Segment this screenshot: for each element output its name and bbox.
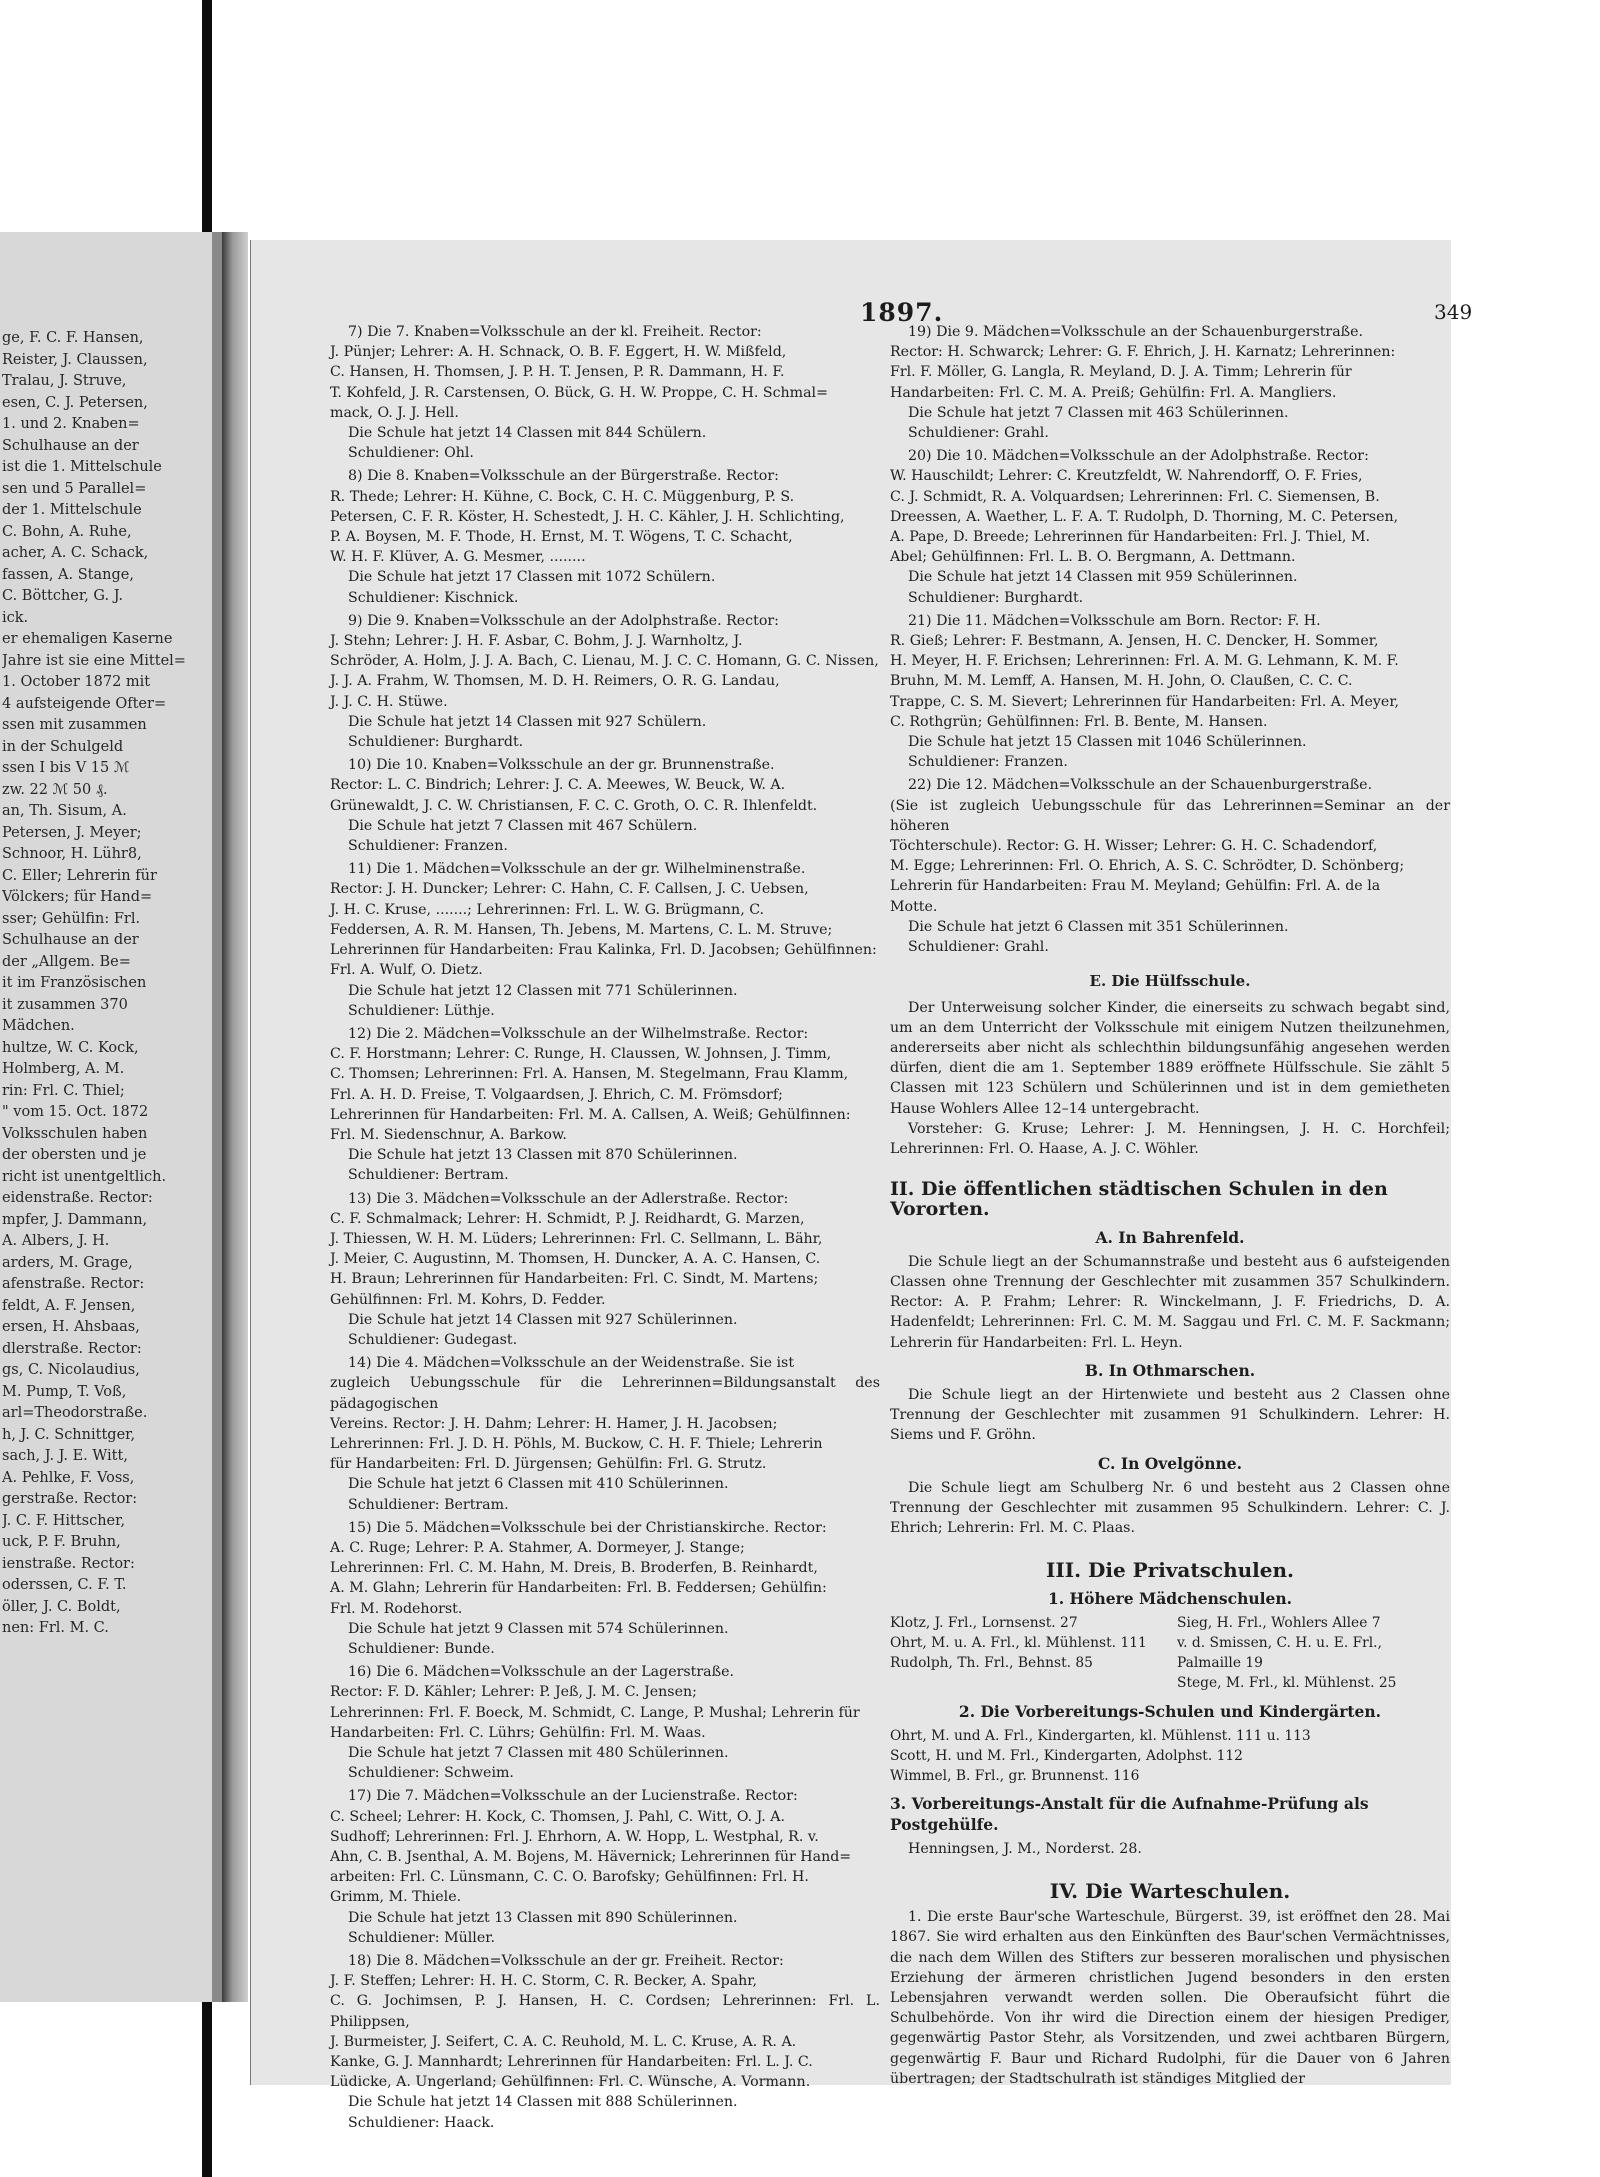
left-page-line: M. Pump, T. Voß, — [2, 1383, 127, 1400]
left-page-line: A. Albers, J. H. — [2, 1233, 110, 1249]
left-page-line: ssen I bis V 15 ℳ — [2, 760, 130, 776]
school-entry-title: 13) Die 3. Mädchen=Volksschule an der Adlerstraße. Rector: — [348, 1190, 789, 1207]
page-year: 1897. — [860, 298, 944, 327]
left-page-line: C. Bohn, A. Ruhe, — [2, 523, 132, 540]
left-page-line: oderssen, C. F. T. — [2, 1577, 127, 1593]
school-entry-line: J. J. C. H. Stüwe. — [330, 693, 448, 710]
section-iii-sub2-heading: 2. Die Vorbereitungs-Schulen und Kindergärten. — [958, 1701, 1382, 1721]
school-entry-line: J. Thiessen, W. H. M. Lüders; Lehrerinnen: Frl. C. Sellmann, L. Bähr, — [330, 1230, 823, 1247]
section-ii-c-heading: C. In Ovelgönne. — [1097, 1453, 1242, 1473]
section-iii-sub1-heading: 1. Höhere Mädchenschulen. — [1047, 1588, 1293, 1608]
left-page-line: it zusammen 370 — [2, 996, 128, 1013]
left-page-line: 1. October 1872 mit — [2, 674, 151, 690]
section-ii-b-heading: B. In Othmarschen. — [1084, 1360, 1256, 1380]
left-page-line: zw. 22 ℳ 50 ₰. — [2, 781, 108, 798]
school-entry-line: Schuldiener: Bertram. — [348, 1167, 509, 1184]
school-entry — [330, 1662, 880, 1783]
left-page-line: feldt, A. F. Jensen, — [2, 1297, 136, 1314]
school-entry-title: 14) Die 4. Mädchen=Volksschule an der Weidenstraße. Sie ist — [348, 1355, 795, 1372]
section-iii-sub3-entry: Henningsen, J. M., Norderst. 28. — [908, 1840, 1142, 1857]
left-page-line: ist die 1. Mittelschule — [2, 459, 162, 475]
right-text-column — [890, 322, 1450, 2089]
private-school-entry: v. d. Smissen, C. H. u. E. Frl., Palmaille 19 — [1177, 1634, 1382, 1672]
school-entry-line: Rector: L. C. Bindrich; Lehrer: J. C. A. Meewes, W. Beuck, W. A. — [330, 777, 786, 794]
left-page-line: C. Böttcher, G. J. — [2, 588, 124, 604]
school-entry-line: Frl. A. Wulf, O. Dietz. — [330, 962, 483, 979]
school-entry-title: 7) Die 7. Knaben=Volksschule an der kl. Freiheit. Rector: — [348, 324, 762, 340]
section-iii-sub3-heading: 3. Vorbereitungs-Anstalt für die Aufnahme-Prüfung als Postgehülfe. — [890, 1794, 1369, 1834]
left-page-line: Petersen, J. Meyer; — [2, 824, 142, 841]
school-entry-line: Schuldiener: Haack. — [348, 2114, 495, 2131]
section-ii-a-text: Die Schule liegt an der Schumannstraße und besteht aus 6 aufsteigenden Classen ohne Trennung der Geschlechter mit zusammen 357 Schulkindern. Rector: A. P. Frahm; Lehrer: R. Winckelmann, J. F. Friedrichs, D. A. Hadenfeldt; Lehrerinnen: Frl. C. M. M. Saggau und Frl. C. M. F. Sackmann; Lehrerin für Handarbeiten: Frl. L. Heyn. — [890, 1253, 1450, 1351]
left-page-line: 4 aufsteigende Ofter= — [2, 695, 167, 712]
section-e-text: Der Unterweisung solcher Kinder, die einerseits zu schwach begabt sind, um an dem Unterricht der Volksschule mit einigem Nutzen theilzunehmen, andererseits aber nicht als schlechthin bildungsunfähig angesehen werden dürfen, dient die am 1. September 1889 eröffnete Hülfsschule. Sie zählt 5 Classen mit 123 Schülern und Schülerinnen und ist in dem gemietheten Hause Wohlers Allee 12–14 untergebracht. — [890, 999, 1450, 1117]
school-entry-line: Die Schule hat jetzt 6 Classen mit 410 Schülerinnen. — [348, 1476, 729, 1493]
left-page-line: sach, J. J. E. Witt, — [2, 1448, 128, 1464]
school-entry-title: 11) Die 1. Mädchen=Volksschule an der gr. Wilhelminenstraße. — [348, 861, 806, 878]
school-entry-line: Schuldiener: Bunde. — [348, 1641, 495, 1657]
school-entry-line: Die Schule hat jetzt 14 Classen mit 888 Schülerinnen. — [348, 2094, 738, 2111]
left-page-line: der obersten und je — [2, 1147, 147, 1163]
school-entry-line: Die Schule hat jetzt 6 Classen mit 351 Schülerinnen. — [908, 918, 1289, 935]
school-entry-line: Bruhn, M. M. Lemff, A. Hansen, M. H. John, O. Claußen, C. C. C. — [890, 673, 1353, 690]
school-entry-title: 16) Die 6. Mädchen=Volksschule an der Lagerstraße. — [348, 1664, 734, 1681]
school-entry-line: C. Scheel; Lehrer: H. Kock, C. Thomsen, J. Pahl, C. Witt, O. J. A. — [330, 1808, 786, 1825]
school-entry-line: H. Braun; Lehrerinnen für Handarbeiten: Frl. C. Sindt, M. Martens; — [330, 1271, 819, 1288]
section-ii-a-heading: A. In Bahrenfeld. — [1095, 1227, 1245, 1247]
left-page — [0, 232, 222, 2002]
school-entry-line: Schuldiener: Lüthje. — [348, 1002, 495, 1019]
school-entry-line: H. Meyer, H. F. Erichsen; Lehrerinnen: Frl. A. M. G. Lehmann, K. M. F. — [890, 653, 1399, 670]
school-entry-line: mack, O. J. J. Hell. — [330, 404, 459, 421]
left-page-line: Völckers; für Hand= — [2, 889, 153, 905]
section-iv-text: 1. Die erste Baur'sche Warteschule, Bürgerst. 39, ist eröffnet den 28. Mai 1867. Sie wird erhalten aus den Einkünften des Baur'schen Vermächtnisses, die nach dem Willen des Stifters zur besseren moralischen und physischen Erziehung der ärmeren christlichen Jugend besonders in den ersten Lebensjahren verwandt werden sollen. Die Oberaufsicht führt die Schulbehörde. Von ihr wird die Direction einem der hiesigen Prediger, gegenwärtig Pastor Stehr, als Vorsitzenden, und zwei achtbaren Bürgern, gegenwärtig F. Baur und Richard Rudolphi, für die Dauer von 6 Jahren übertragen; der Stadtschulrath ist ständiges Mitglied der — [890, 1909, 1450, 2087]
school-entry-line: Die Schule hat jetzt 12 Classen mit 771 Schülerinnen. — [348, 982, 738, 999]
section-iv-heading: IV. Die Warteschulen. — [1049, 1879, 1291, 1904]
left-page-line: dlerstraße. Rector: — [2, 1340, 142, 1357]
school-entry-line: Schuldiener: Schweim. — [348, 1765, 514, 1782]
left-page-line: öller, J. C. Boldt, — [2, 1598, 121, 1615]
school-entry-line: Lehrerinnen: Frl. C. M. Hahn, M. Dreis, B. Broderfen, B. Reinhardt, — [330, 1560, 818, 1577]
left-page-line: Holmberg, A. M. — [2, 1061, 125, 1077]
left-text-column — [330, 322, 880, 2136]
school-entry-line: Abel; Gehülfinnen: Frl. L. B. O. Bergmann, A. Dettmann. — [890, 549, 1296, 566]
school-entry-line: J. Stehn; Lehrer: J. H. F. Asbar, C. Bohm, J. J. Warnholtz, J. — [330, 633, 743, 650]
school-entry-line: Die Schule hat jetzt 7 Classen mit 467 Schülern. — [348, 817, 698, 834]
school-entry-line: C. F. Schmalmack; Lehrer: H. Schmidt, P. J. Reidhardt, G. Marzen, — [330, 1210, 805, 1227]
left-page-line: mpfer, J. Dammann, — [2, 1211, 148, 1228]
school-entry-line: Kanke, G. J. Mannhardt; Lehrerinnen für Handarbeiten: Frl. L. J. C. — [330, 2054, 813, 2071]
school-entry-line: C. F. Horstmann; Lehrer: C. Runge, H. Claussen, W. Johnsen, J. Timm, — [330, 1046, 832, 1063]
left-page-line: er ehemaligen Kaserne — [2, 631, 173, 647]
school-entry-line: Lehrerinnen für Handarbeiten: Frl. M. A. Callsen, A. Weiß; Gehülfinnen: — [330, 1106, 851, 1123]
school-entry-line: Töchterschule). Rector: G. H. Wisser; Lehrer: G. H. C. Schadendorf, — [890, 838, 1378, 855]
school-entry-line: A. M. Glahn; Lehrerin für Handarbeiten: Frl. B. Feddersen; Gehülfin: — [330, 1580, 827, 1597]
section-ii-heading: II. Die öffentlichen städtischen Schulen in den Vororten. — [890, 1178, 1388, 1221]
school-entry-line: Schuldiener: Gudegast. — [348, 1331, 518, 1348]
school-entry-line: Handarbeiten: Frl. C. M. A. Preiß; Gehülfin: Frl. A. Mangliers. — [890, 384, 1337, 401]
school-entry-line: C. Rothgrün; Gehülfinnen: Frl. B. Bente, M. Hansen. — [890, 713, 1268, 730]
left-page-line: arl=Theodorstraße. — [2, 1405, 148, 1421]
school-entry-line: Schuldiener: Bertram. — [348, 1496, 509, 1513]
school-entry-line: T. Kohfeld, J. R. Carstensen, O. Bück, G. H. W. Proppe, C. H. Schmal= — [330, 384, 828, 401]
school-entry-line: Grünewaldt, J. C. W. Christiansen, F. C. C. Groth, O. C. R. Ihlenfeldt. — [330, 797, 818, 814]
school-entry — [890, 322, 1450, 443]
school-entry-title: 15) Die 5. Mädchen=Volksschule bei der Christianskirche. Rector: — [348, 1519, 827, 1536]
left-page-line: fassen, A. Stange, — [2, 566, 134, 583]
school-entry-line: Die Schule hat jetzt 13 Classen mit 870 Schülerinnen. — [348, 1147, 738, 1164]
school-entry — [330, 1189, 880, 1351]
left-page-line: hultze, W. C. Kock, — [2, 1039, 139, 1056]
school-entry-line: Die Schule hat jetzt 13 Classen mit 890 Schülerinnen. — [348, 1909, 738, 1926]
school-entry — [330, 466, 880, 607]
school-entry-title: 20) Die 10. Mädchen=Volksschule an der Adolphstraße. Rector: — [908, 448, 1369, 465]
left-page-line: in der Schulgeld — [2, 738, 124, 755]
left-page-line: eidenstraße. Rector: — [2, 1190, 153, 1206]
private-school-entry: Rudolph, Th. Frl., Behnst. 85 — [890, 1655, 1093, 1672]
school-entry-line: Feddersen, A. R. M. Hansen, Th. Jebens, M. Martens, C. L. M. Struve; — [330, 921, 833, 938]
right-school-entries — [890, 322, 1450, 957]
school-entry — [330, 1518, 880, 1659]
left-page-line: richt ist unentgeltlich. — [2, 1168, 167, 1185]
left-page-line: A. Pehlke, F. Voss, — [2, 1469, 135, 1486]
school-entry-line: Schuldiener: Grahl. — [908, 425, 1049, 442]
left-page-text-fragments — [2, 328, 202, 1640]
school-entry-line: Petersen, C. F. R. Köster, H. Schestedt, J. H. C. Kähler, J. H. Schlichting, — [330, 508, 845, 525]
school-entry-line: Frl. M. Rodehorst. — [330, 1600, 463, 1617]
school-entry-title: 10) Die 10. Knaben=Volksschule an der gr. Brunnenstraße. — [348, 757, 775, 774]
school-entry-line: Die Schule hat jetzt 14 Classen mit 959 Schülerinnen. — [908, 569, 1298, 586]
school-entry-title: 18) Die 8. Mädchen=Volksschule an der gr. Freiheit. Rector: — [348, 1953, 784, 1970]
school-entry-line: W. Hauschildt; Lehrer: C. Kreutzfeldt, W. Nahrendorff, O. F. Fries, — [890, 468, 1363, 485]
school-entry-line: Rector: F. D. Kähler; Lehrer: P. Jeß, J. M. C. Jensen; — [330, 1684, 697, 1701]
school-entry-line: J. Meier, C. Augustinn, M. Thomsen, H. Duncker, A. A. C. Hansen, C. — [330, 1251, 821, 1268]
section-e-heading: E. Die Hülfsschule. — [1089, 972, 1251, 991]
school-entry-title: 9) Die 9. Knaben=Volksschule an der Adolphstraße. Rector: — [348, 612, 779, 629]
school-entry-line: zugleich Uebungsschule für die Lehrerinnen=Bildungsanstalt des pädagogischen — [330, 1375, 880, 1412]
school-entry — [890, 775, 1450, 957]
section-e-staff: Vorsteher: G. Kruse; Lehrer: J. M. Henningsen, J. H. C. Horchfeil; Lehrerinnen: Frl. O. Haase, A. J. C. Wöhler. — [890, 1120, 1450, 1157]
school-entry-line: C. J. Schmidt, R. A. Volquardsen; Lehrerinnen: Frl. C. Siemensen, B. — [890, 488, 1380, 505]
left-page-line: gerstraße. Rector: — [2, 1491, 138, 1507]
private-schools-list — [890, 1613, 1450, 1694]
school-entry-line: J. F. Steffen; Lehrer: H. H. C. Storm, C. R. Becker, A. Spahr, — [330, 1973, 758, 1990]
kindergarten-entry: Scott, H. und M. Frl., Kindergarten, Adolphst. 112 — [890, 1748, 1243, 1764]
left-page-line: ersen, H. Ahsbaas, — [2, 1319, 140, 1335]
school-entry-line: R. Gieß; Lehrer: F. Bestmann, A. Jensen, H. C. Dencker, H. Sommer, — [890, 633, 1379, 650]
private-school-entry: Klotz, J. Frl., Lornsenst. 27 — [890, 1614, 1078, 1631]
left-page-line: " vom 15. Oct. 1872 — [2, 1104, 149, 1120]
school-entry-line: R. Thede; Lehrer: H. Kühne, C. Bock, C. H. C. Müggenburg, P. S. — [330, 488, 795, 505]
school-entry-line: A. Pape, D. Breede; Lehrerinnen für Handarbeiten: Frl. J. Thiel, M. — [890, 529, 1370, 546]
left-page-line: ienstraße. Rector: — [2, 1555, 135, 1572]
school-entry-line: Sudhoff; Lehrerinnen: Frl. J. Ehrhorn, A. W. Hopp, L. Westphal, R. v. — [330, 1828, 819, 1845]
left-page-line: acher, A. C. Schack, — [2, 545, 149, 561]
school-entry-line: Lehrerinnen: Frl. F. Boeck, M. Schmidt, C. Lange, P. Mushal; Lehrerin für — [330, 1704, 860, 1721]
left-page-line: Volksschulen haben — [2, 1125, 148, 1142]
left-page-line: Schnoor, H. Lühr8, — [2, 846, 142, 862]
left-page-line: 1. und 2. Knaben= — [2, 416, 140, 432]
private-school-entry: Sieg, H. Frl., Wohlers Allee 7 — [1177, 1614, 1381, 1631]
school-entry-line: Lehrerinnen für Handarbeiten: Frau Kalinka, Frl. D. Jacobsen; Gehülfinnen: — [330, 942, 877, 959]
left-page-line: esen, C. J. Petersen, — [2, 394, 148, 411]
school-entry-line: Die Schule hat jetzt 7 Classen mit 480 Schülerinnen. — [348, 1745, 729, 1762]
school-entry — [330, 1786, 880, 1948]
left-page-line: arders, M. Grage, — [2, 1254, 133, 1271]
school-entry-line: Dreessen, A. Waether, L. F. A. T. Rudolph, D. Thorning, M. C. Petersen, — [890, 508, 1399, 525]
school-entry-line: Frl. A. H. D. Freise, T. Volgaardsen, J. Ehrich, C. M. Frömsdorf; — [330, 1086, 783, 1103]
left-page-line: sen und 5 Parallel= — [2, 480, 147, 497]
left-page-line: Tralau, J. Struve, — [2, 373, 127, 389]
school-entry-line: J. J. A. Frahm, W. Thomsen, M. D. H. Reimers, O. R. G. Landau, — [330, 673, 780, 690]
private-schools-right — [1177, 1613, 1450, 1694]
school-entry-line: Frl. F. Möller, G. Langla, R. Meyland, D. J. A. Timm; Lehrerin für — [890, 364, 1352, 381]
school-entry-line: J. H. C. Kruse, .......; Lehrerinnen: Frl. L. W. G. Brügmann, C. — [330, 901, 765, 918]
section-ii-c-text: Die Schule liegt am Schulberg Nr. 6 und besteht aus 2 Classen ohne Trennung der Geschlechter mit zusammen 95 Schulkindern. Lehrer: C. J. Ehrich; Lehrerin: Frl. M. C. Plaas. — [890, 1479, 1450, 1537]
school-entry-line: J. Pünjer; Lehrer: A. H. Schnack, O. B. F. Eggert, H. W. Mißfeld, — [330, 344, 787, 361]
kindergarten-entry: Ohrt, M. und A. Frl., Kindergarten, kl. Mühlenst. 111 u. 113 — [890, 1727, 1311, 1744]
school-entry-title: 22) Die 12. Mädchen=Volksschule an der Schauenburgerstraße. — [908, 777, 1373, 794]
school-entry-line: Die Schule hat jetzt 14 Classen mit 927 Schülern. — [348, 713, 707, 730]
school-entry-title: 17) Die 7. Mädchen=Volksschule an der Lucienstraße. Rector: — [348, 1788, 798, 1805]
left-page-line: rin: Frl. C. Thiel; — [2, 1082, 125, 1099]
kindergarten-list — [890, 1726, 1450, 1787]
school-entry-line: C. G. Jochimsen, P. J. Hansen, H. C. Cordsen; Lehrerinnen: Frl. L. Philippsen, — [330, 1993, 880, 2030]
kindergarten-entry: Wimmel, B. Frl., gr. Brunnenst. 116 — [890, 1768, 1140, 1785]
school-entry-line: Schröder, A. Holm, J. J. A. Bach, C. Lienau, M. J. C. C. Homann, G. C. Nissen, — [330, 653, 879, 670]
school-entry-line: Schuldiener: Kischnick. — [348, 589, 519, 606]
section-ii-b-text: Die Schule liegt an der Hirtenwiete und besteht aus 2 Classen ohne Trennung der Geschlechter mit zusammen 91 Schulkindern. Lehrer: H. Siems und F. Gröhn. — [890, 1386, 1450, 1444]
school-entry-line: Die Schule hat jetzt 7 Classen mit 463 Schülerinnen. — [908, 404, 1289, 421]
school-entry-line: (Sie ist zugleich Uebungsschule für das Lehrerinnen=Seminar an der höheren — [890, 797, 1450, 834]
school-entry-line: Vereins. Rector: J. H. Dahm; Lehrer: H. Hamer, J. H. Jacobsen; — [330, 1415, 778, 1432]
school-entry-line: Die Schule hat jetzt 14 Classen mit 844 Schülern. — [348, 425, 707, 442]
school-entry-line: Lüdicke, A. Ungerland; Gehülfinnen: Frl. C. Wünsche, A. Vormann. — [330, 2074, 811, 2091]
left-page-line: Schulhause an der — [2, 932, 139, 948]
left-page-edge — [212, 232, 222, 2002]
section-iii-heading: III. Die Privatschulen. — [1046, 1558, 1294, 1583]
school-entry-line: J. Burmeister, J. Seifert, C. A. C. Reuhold, M. L. C. Kruse, A. R. A. — [330, 2033, 797, 2050]
school-entry-line: Schuldiener: Müller. — [348, 1929, 495, 1946]
school-entry-title: 12) Die 2. Mädchen=Volksschule an der Wilhelmstraße. Rector: — [348, 1025, 809, 1042]
school-entry-line: A. C. Ruge; Lehrer: P. A. Stahmer, A. Dormeyer, J. Stange; — [330, 1539, 745, 1556]
school-entry-line: Gehülfinnen: Frl. M. Kohrs, D. Fedder. — [330, 1291, 606, 1308]
left-page-line: an, Th. Sisum, A. — [2, 803, 127, 819]
school-entry-line: Lehrerinnen: Frl. J. D. H. Pöhls, M. Buckow, C. H. F. Thiele; Lehrerin — [330, 1435, 823, 1452]
school-entry-line: Schuldiener: Franzen. — [908, 754, 1068, 771]
left-page-line: der 1. Mittelschule — [2, 502, 142, 518]
school-entry-line: für Handarbeiten: Frl. D. Jürgensen; Gehülfin: Frl. G. Strutz. — [330, 1456, 767, 1473]
left-page-line: J. C. F. Hittscher, — [2, 1512, 126, 1529]
left-page-line: sser; Gehülfin: Frl. — [2, 910, 141, 927]
private-schools-left — [890, 1613, 1163, 1694]
school-entry-line: arbeiten: Frl. C. Lünsmann, C. C. O. Barofsky; Gehülfinnen: Frl. H. — [330, 1869, 809, 1886]
school-entry-line: Schuldiener: Burghardt. — [348, 734, 524, 751]
school-entry-line: W. H. F. Klüver, A. G. Mesmer, ........ — [330, 549, 586, 566]
school-entry — [890, 446, 1450, 608]
school-entry — [330, 1024, 880, 1186]
school-entry — [330, 1353, 880, 1515]
school-entry — [330, 1951, 880, 2133]
school-entry-title: 19) Die 9. Mädchen=Volksschule an der Schauenburgerstraße. — [908, 324, 1364, 340]
school-entry-line: Schuldiener: Burghardt. — [908, 589, 1084, 606]
school-entry-line: M. Egge; Lehrerinnen: Frl. O. Ehrich, A. S. C. Schrödter, D. Schönberg; — [890, 858, 1405, 875]
school-entry — [330, 755, 880, 856]
school-entry-title: 21) Die 11. Mädchen=Volksschule am Born. Rector: F. H. — [908, 612, 1321, 629]
school-entry-line: Schuldiener: Ohl. — [348, 445, 474, 462]
school-entry-line: Die Schule hat jetzt 15 Classen mit 1046 Schülerinnen. — [908, 734, 1307, 751]
school-entry-line: Trappe, C. S. M. Sievert; Lehrerinnen für Handarbeiten: Frl. A. Meyer, — [890, 693, 1400, 710]
school-entry-line: Motte. — [890, 898, 938, 915]
school-entry — [330, 322, 880, 463]
school-entry-line: Die Schule hat jetzt 17 Classen mit 1072 Schülern. — [348, 569, 716, 586]
school-entry-line: Lehrerin für Handarbeiten: Frau M. Meyland; Gehülfin: Frl. A. de la — [890, 878, 1381, 895]
school-entry-line: Die Schule hat jetzt 14 Classen mit 927 Schülerinnen. — [348, 1311, 738, 1328]
left-page-line: ssen mit zusammen — [2, 717, 147, 733]
left-page-line: Mädchen. — [2, 1018, 75, 1034]
left-page-line: gs, C. Nicolaudius, — [2, 1362, 140, 1378]
left-page-line: afenstraße. Rector: — [2, 1276, 145, 1292]
school-entry-line: Handarbeiten: Frl. C. Lührs; Gehülfin: Frl. M. Waas. — [330, 1724, 706, 1741]
left-page-line: Jahre ist sie eine Mittel= — [2, 652, 186, 669]
book-binding — [222, 232, 248, 2002]
left-page-line: C. Eller; Lehrerin für — [2, 867, 157, 884]
school-entry-line: C. Hansen, H. Thomsen, J. P. H. T. Jensen, P. R. Dammann, H. F. — [330, 364, 785, 381]
left-page-line: h, J. C. Schnittger, — [2, 1426, 136, 1443]
school-entry-line: Rector: J. H. Duncker; Lehrer: C. Hahn, C. F. Callsen, J. C. Uebsen, — [330, 881, 809, 898]
school-entry-line: P. A. Boysen, M. F. Thode, H. Ernst, M. T. Wögens, T. C. Schacht, — [330, 529, 793, 546]
school-entry — [890, 611, 1450, 773]
school-entry-title: 8) Die 8. Knaben=Volksschule an der Bürgerstraße. Rector: — [348, 468, 779, 485]
school-entry-line: Frl. M. Siedenschnur, A. Barkow. — [330, 1126, 567, 1143]
school-entry-line: C. Thomsen; Lehrerinnen: Frl. A. Hansen, M. Stegelmann, Frau Klamm, — [330, 1066, 849, 1083]
school-entry — [330, 611, 880, 752]
school-entry-line: Ahn, C. B. Jsenthal, A. M. Bojens, M. Hävernick; Lehrerinnen für Hand= — [330, 1849, 852, 1866]
private-school-entry: Stege, M. Frl., kl. Mühlenst. 25 — [1177, 1675, 1397, 1692]
left-page-line: ge, F. C. F. Hansen, — [2, 330, 144, 346]
school-entry-line: Grimm, M. Thiele. — [330, 1889, 462, 1906]
left-page-line: nen: Frl. M. C. — [2, 1620, 109, 1636]
school-entry-line: Die Schule hat jetzt 9 Classen mit 574 Schülerinnen. — [348, 1620, 729, 1637]
school-entry-line: Schuldiener: Franzen. — [348, 838, 508, 855]
left-page-line: ick. — [2, 609, 29, 626]
left-page-line: der „Allgem. Be= — [2, 953, 131, 970]
left-page-line: Schulhause an der — [2, 437, 139, 454]
school-entry-line: Schuldiener: Grahl. — [908, 939, 1049, 956]
left-page-line: uck, P. F. Bruhn, — [2, 1534, 121, 1550]
private-school-entry: Ohrt, M. u. A. Frl., kl. Mühlenst. 111 — [890, 1634, 1147, 1651]
school-entry — [330, 859, 880, 1021]
school-entry-line: Rector: H. Schwarck; Lehrer: G. F. Ehrich, J. H. Karnatz; Lehrerinnen: — [890, 344, 1396, 361]
left-page-line: Reister, J. Claussen, — [2, 351, 148, 368]
left-page-line: it im Französischen — [2, 975, 147, 991]
page-number: 349 — [1434, 300, 1473, 324]
